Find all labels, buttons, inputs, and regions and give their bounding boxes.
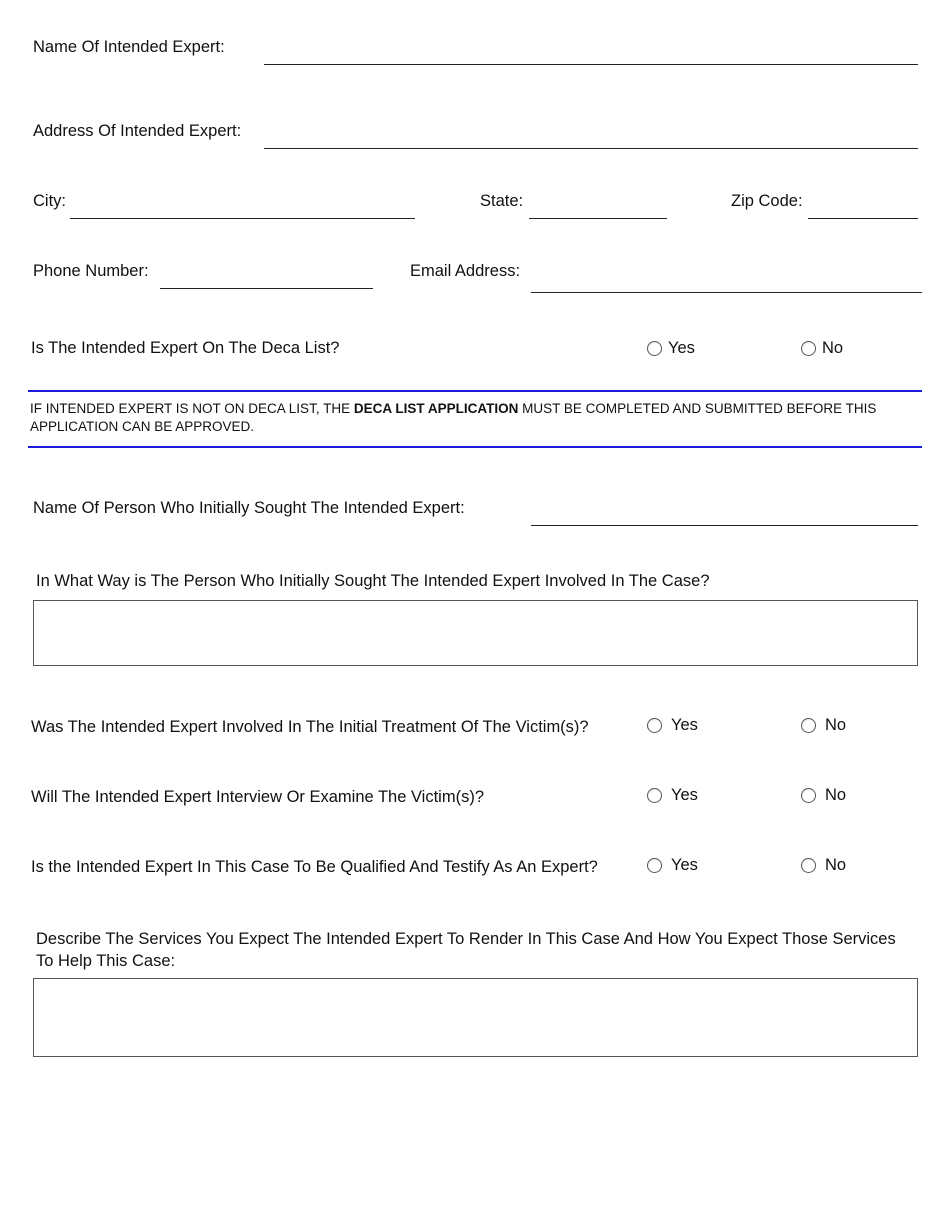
radio-circle-icon[interactable]: [647, 858, 662, 873]
phone-input[interactable]: [162, 266, 370, 288]
radio-circle-icon[interactable]: [801, 788, 816, 803]
notice-bold-text: DECA LIST APPLICATION: [353, 401, 519, 416]
radio-circle-icon[interactable]: [647, 718, 662, 733]
city-underline: [70, 218, 415, 219]
treatment-no-option[interactable]: [801, 716, 846, 735]
notice-top-rule: [28, 390, 922, 392]
expert-address-label: Address Of Intended Expert:: [33, 122, 242, 140]
interview-yes-option[interactable]: [647, 786, 698, 805]
zip-input[interactable]: [810, 196, 916, 218]
treatment-question-label: Was The Intended Expert Involved In The Initial Treatment Of The Victim(s)?: [31, 718, 589, 736]
expert-address-input[interactable]: [265, 126, 915, 148]
zip-underline: [808, 218, 918, 219]
zip-label: Zip Code:: [731, 192, 803, 210]
radio-circle-icon[interactable]: [647, 341, 662, 356]
deca-yes-option[interactable]: [647, 339, 695, 358]
deca-question-label: Is The Intended Expert On The Deca List?: [31, 339, 340, 357]
testify-no-option[interactable]: [801, 856, 846, 875]
sought-by-underline: [531, 525, 918, 526]
expert-address-underline: [264, 148, 918, 149]
notice-bottom-rule: [28, 446, 922, 448]
deca-notice: [30, 400, 910, 436]
notice-text-before: IF INTENDED EXPERT IS NOT ON DECA LIST, THE: [30, 401, 354, 416]
expert-name-label: Name Of Intended Expert:: [33, 38, 225, 56]
radio-circle-icon[interactable]: [647, 788, 662, 803]
radio-circle-icon[interactable]: [801, 341, 816, 356]
expert-name-underline: [264, 64, 918, 65]
deca-no-label: No: [822, 339, 844, 357]
city-input[interactable]: [72, 196, 412, 218]
expert-name-input[interactable]: [265, 42, 915, 64]
notice-text-after: MUST BE COMPLETED AND SUBMITTED BEFORE THIS APPLICATION CAN BE APPROVED.: [30, 401, 877, 434]
interview-question-label: Will The Intended Expert Interview Or Examine The Victim(s)?: [31, 788, 485, 806]
deca-no-option[interactable]: [801, 339, 843, 358]
interview-yes-label: Yes: [671, 786, 698, 804]
email-underline: [531, 292, 922, 293]
email-input[interactable]: [532, 270, 918, 292]
involvement-question-label: In What Way is The Person Who Initially Sought The Intended Expert Involved In The Case?: [36, 572, 710, 590]
state-label: State:: [480, 192, 524, 210]
radio-circle-icon[interactable]: [801, 858, 816, 873]
sought-by-label: Name Of Person Who Initially Sought The Intended Expert:: [33, 499, 465, 517]
testify-question-label: Is the Intended Expert In This Case To Be Qualified And Testify As An Expert?: [31, 858, 598, 876]
testify-yes-option[interactable]: [647, 856, 698, 875]
services-question-label: Describe The Services You Expect The Intended Expert To Render In This Case And How You Expect Those Services To Help This Case:: [36, 930, 896, 970]
phone-label: Phone Number:: [33, 262, 149, 280]
treatment-yes-label: Yes: [671, 716, 698, 734]
radio-circle-icon[interactable]: [801, 718, 816, 733]
treatment-yes-option[interactable]: [647, 716, 698, 735]
interview-no-option[interactable]: [801, 786, 846, 805]
testify-no-label: No: [825, 856, 847, 874]
deca-yes-label: Yes: [668, 339, 695, 357]
state-underline: [529, 218, 667, 219]
sought-by-input[interactable]: [532, 503, 916, 525]
services-textbox[interactable]: [33, 978, 918, 1057]
treatment-no-label: No: [825, 716, 847, 734]
involvement-textbox[interactable]: [33, 600, 918, 666]
state-input[interactable]: [530, 196, 664, 218]
interview-no-label: No: [825, 786, 847, 804]
email-label: Email Address:: [410, 262, 521, 280]
city-label: City:: [33, 192, 66, 210]
testify-yes-label: Yes: [671, 856, 698, 874]
phone-underline: [160, 288, 373, 289]
